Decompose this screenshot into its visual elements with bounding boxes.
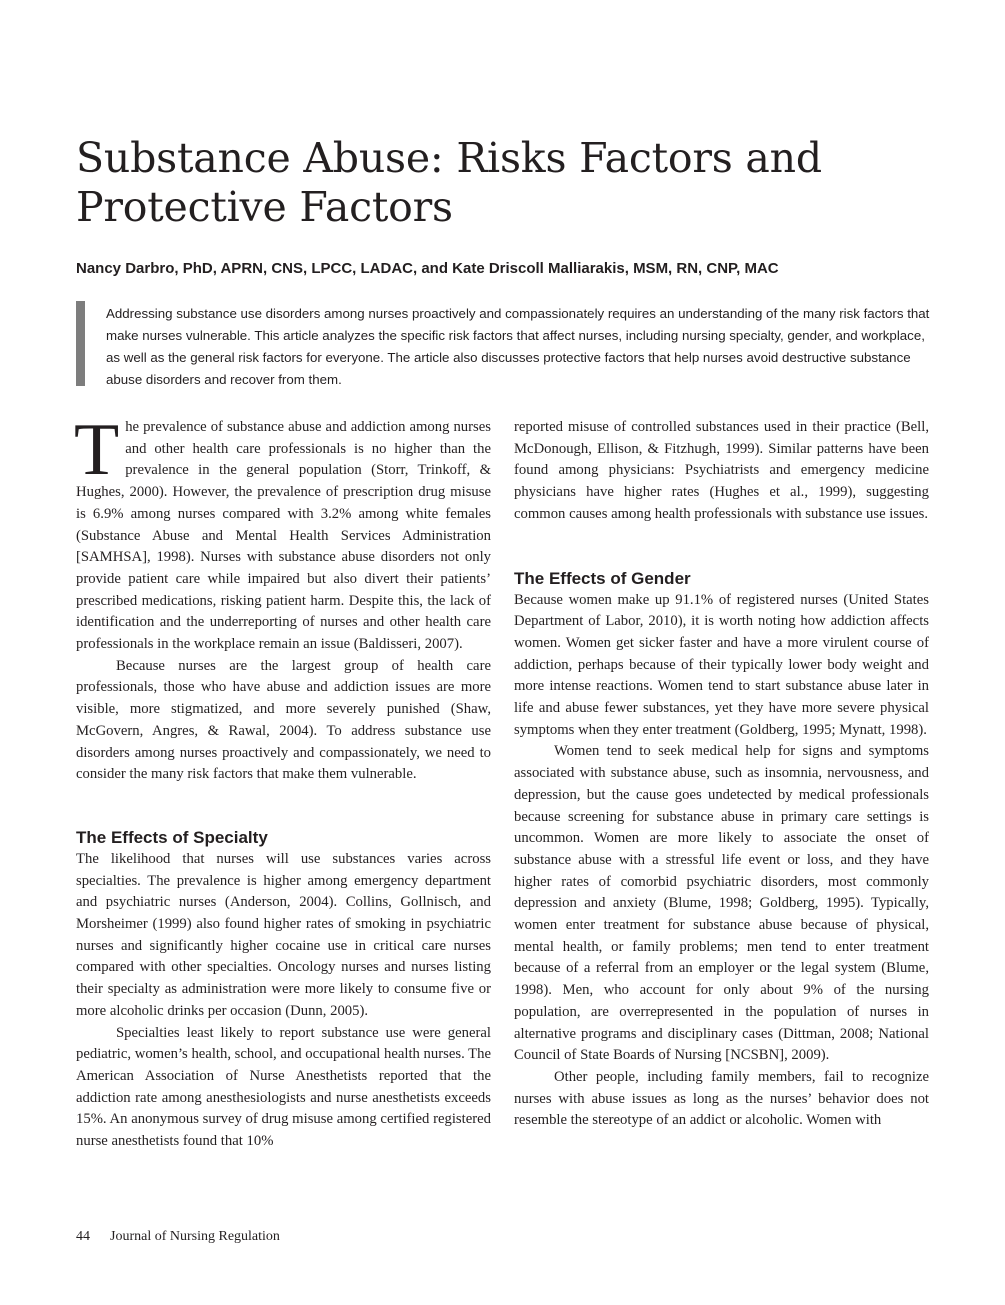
section-heading-specialty: The Effects of Specialty xyxy=(76,827,268,847)
gender-paragraph-1: Because women make up 91.1% of registered nurses (United States Department of Labor, 2010), it is worth noting how addiction affects women. Women get sicker faster and have a more virulent course of addiction, perhaps because of their typically lower body weight and more intense reactions. Women tend to start substance abuse later in life and abuse fewer substances, yet they have more severe physical symptoms when they enter treatment (Goldberg, 1995; Mynatt, 1998). xyxy=(514,591,929,738)
article-abstract: Addressing substance use disorders among nurses proactively and compassionately requires an understanding of the many risk factors that make nurses vulnerable. This article analyzes the specific risk factors that affect nurses, including nursing specialty, gender, and workplace, as well as the general risk factors for everyone. The article also discusses protective factors that help nurses avoid destructive substance abuse disorders and recover from them. xyxy=(106,306,930,387)
section-heading-gender: The Effects of Gender xyxy=(514,568,691,588)
abstract-accent-bar xyxy=(76,301,85,386)
left-column xyxy=(74,409,491,1153)
article-title: Substance Abuse: Risks Factors and Protective Factors xyxy=(76,134,822,231)
intro-paragraph-2: Because nurses are the largest group of health care professionals, those who have abuse and addiction issues are more visible, more stigmatized, and more severely punished (Shaw, McGovern, Angres, & Rawal, 2004). To address substance use disorders among nurses proactively and compassionately, we need to consider the many risk factors that make them vulnerable. xyxy=(76,657,491,783)
gender-paragraph-2: Women tend to seek medical help for signs and symptoms associated with substance abuse, such as insomnia, nervousness, and depression, but the cause goes undetected by medical professionals because screening for substance abuse in primary care settings is uncommon. Women are more likely to associate the onset of substance abuse with a stressful life event or loss, and they have higher rates of comorbid psychiatric disorders, most commonly depression and anxiety (Blume, 1998; Goldberg, 1995). Typically, women enter treatment for substance abuse because of physical, mental health, or family problems; men tend to enter treatment because of a referral from an employer or the legal system (Blume, 1998). Men, who account for only about 9% of the nursing population, are overrepresented in the population of nurses in alternative programs and disciplinary cases (Dittman, 2008; National Council of State Boards of Nursing [NCSBN], 2009). xyxy=(514,743,929,1064)
page-footer xyxy=(76,1228,280,1246)
intro-paragraph-1-text: he prevalence of substance abuse and addiction among nurses and other health care professionals is no higher than the prevalence in the general population (Storr, Trinkoff, & Hughes, 2000). However, the prevalence of prescription drug misuse is 6.9% among nurses compared with 3.2% among white females (Substance Abuse and Mental Health Services Administration [SAMHSA], 1998). Nurses with substance abuse disorders not only provide patient care while impaired but also divert their patients’ prescribed medications, risking patient harm. Despite this, the lack of identification and the underreporting of nurses and other health care professionals in the workplace remain an issue (Baldisseri, 2007). xyxy=(76,419,491,653)
drop-cap: T xyxy=(74,409,120,491)
right-column xyxy=(514,417,929,1132)
specialty-paragraph-2: Specialties least likely to report substance use were general pediatric, women’s health, school, and occupational health nurses. The American Association of Nurse Anesthetists reported that the addiction rate among anesthesiologists and nurse anesthetists exceeds 15%. An anonymous survey of drug misuse among certified registered nurse anesthetists found that 10% xyxy=(76,1024,491,1150)
specialty-paragraph-1: The likelihood that nurses will use substances varies across specialties. The prevalence is higher among emergency department and psychiatric nurses (Anderson, 2004). Collins, Gollnisch, and Morsheimer (1999) also found higher rates of smoking in psychiatric nurses and significantly higher cocaine use in critical care nurses compared with other specialties. Oncology nurses and nurses listing their specialty as administration were more likely to consume five or more alcoholic drinks per occasion (Dunn, 2005). xyxy=(76,850,491,1019)
continued-paragraph: reported misuse of controlled substances used in their practice (Bell, McDonough, Ellison, & Fitzhugh, 1999). Similar patterns have been found among physicians: Psychiatrists and emergency medicine physicians have higher rates (Hughes et al., 1999), suggesting common causes among health professionals with substance use issues. xyxy=(514,419,929,522)
page-number: 44 xyxy=(76,1229,90,1244)
journal-name: Journal of Nursing Regulation xyxy=(110,1229,280,1244)
article-authors: Nancy Darbro, PhD, APRN, CNS, LPCC, LADAC, and Kate Driscoll Malliarakis, MSM, RN, CNP, MAC xyxy=(76,260,779,277)
intro-paragraph-1 xyxy=(74,409,491,656)
gender-paragraph-3: Other people, including family members, fail to recognize nurses with abuse issues as long as the nurses’ behavior does not resemble the stereotype of an addict or alcoholic. Women with xyxy=(514,1068,929,1129)
